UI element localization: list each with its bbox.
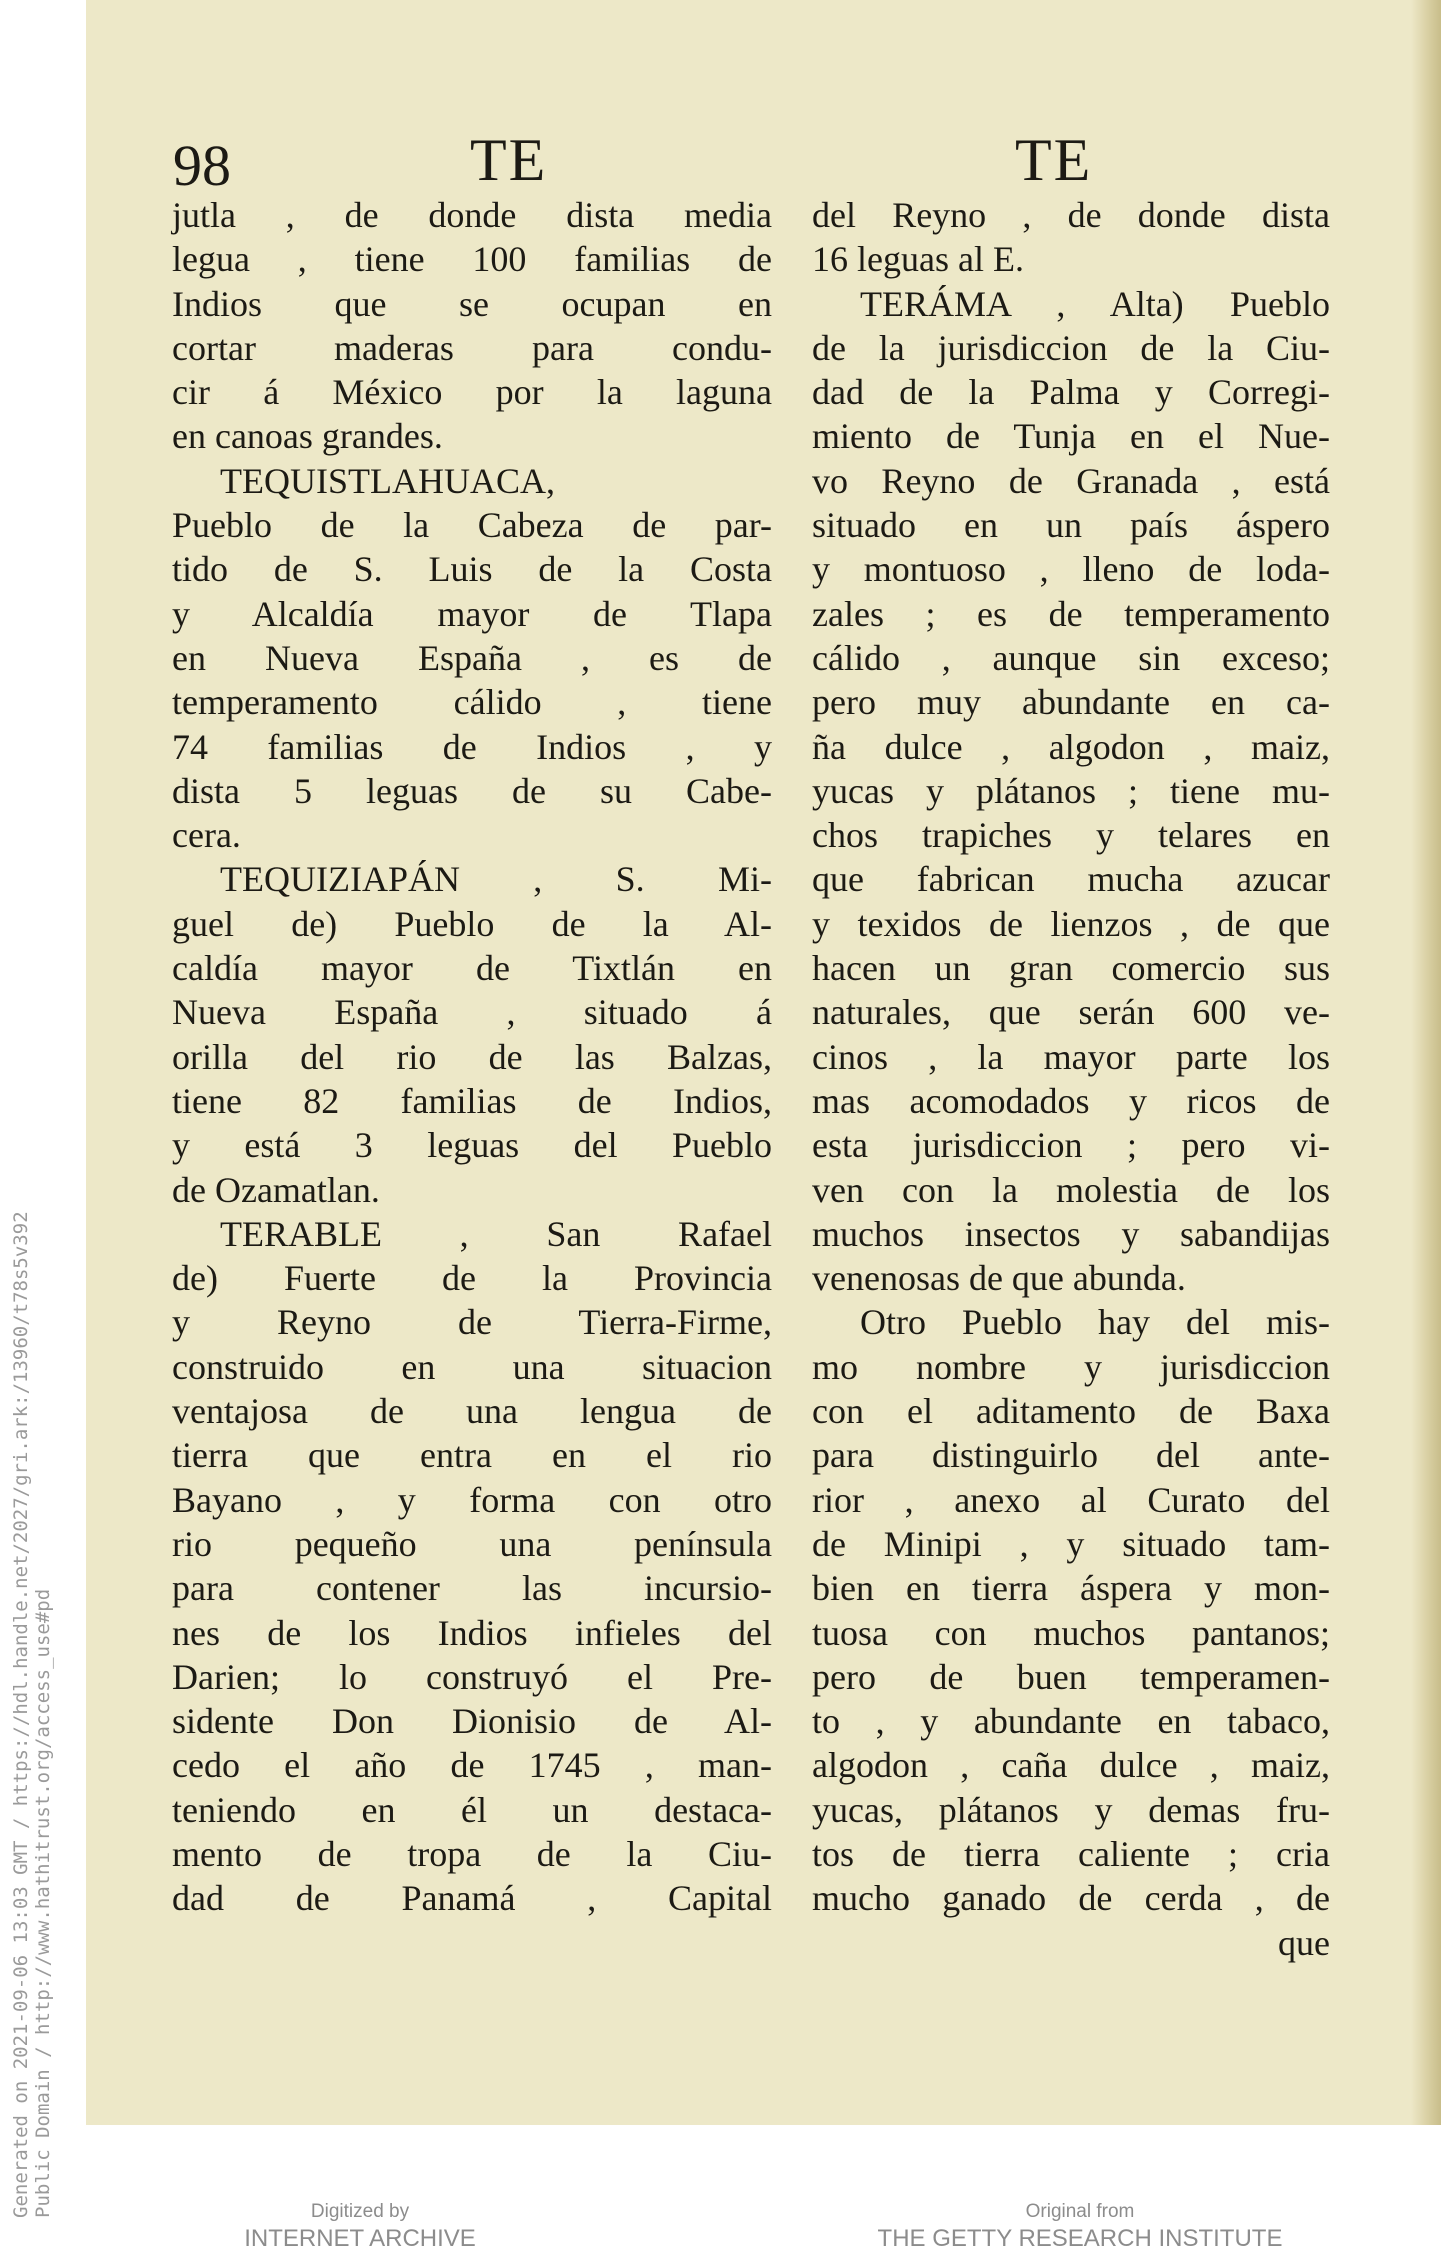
text-line: tierra que entra en el rio (172, 1435, 772, 1476)
text-line: y Alcaldía mayor de Tlapa (172, 593, 772, 634)
left-running-head: TE (470, 127, 548, 193)
stamp-generated-line: Generated on 2021-09-06 13:03 GMT / https://hdl.handle.net/2027/gri.ark:/13960/t78s5v392 (10, 1211, 32, 2218)
text-line: tido de S. Luis de la Costa (172, 549, 772, 590)
text-line: Bayano , y forma con otro (172, 1479, 772, 1520)
digitized-source: INTERNET ARCHIVE (244, 2225, 476, 2252)
text-line: y Reyno de Tierra-Firme, (172, 1302, 772, 1343)
text-line: rio pequeño una península (172, 1523, 772, 1564)
text-line: mento de tropa de la Ciu- (172, 1833, 772, 1874)
text-line: cera. (172, 815, 241, 856)
text-line: de Ozamatlan. (172, 1169, 380, 1210)
text-line: tiene 82 familias de Indios, (172, 1080, 772, 1121)
text-line: de la jurisdiccion de la Ciu- (812, 327, 1330, 368)
text-line: y está 3 leguas del Pueblo (172, 1125, 772, 1166)
text-line: hacen un gran comercio sus (812, 948, 1330, 989)
text-line: mas acomodados y ricos de (812, 1080, 1330, 1121)
original-from-credit (860, 2200, 1300, 2254)
text-line: dad de la Palma y Corregi- (812, 372, 1330, 413)
text-line: guel de) Pueblo de la Al- (172, 903, 772, 944)
text-line: esta jurisdiccion ; pero vi- (812, 1125, 1330, 1166)
text-line: zales ; es de temperamento (812, 593, 1330, 634)
text-line: ña dulce , algodon , maiz, (812, 726, 1330, 767)
text-line: orilla del rio de las Balzas, (172, 1036, 772, 1077)
paragraph-start: Otro Pueblo hay del mis- (860, 1302, 1330, 1343)
text-line: algodon , caña dulce , maiz, (812, 1745, 1330, 1786)
text-line: pero de buen temperamen- (812, 1656, 1330, 1697)
text-line: en Nueva España , es de (172, 637, 772, 678)
right-text-column (812, 193, 1330, 1965)
text-line: naturales, que serán 600 ve- (812, 992, 1330, 1033)
text-line: rior , anexo al Curato del (812, 1479, 1330, 1520)
text-line: ventajosa de una lengua de (172, 1391, 772, 1432)
right-running-head: TE (1015, 127, 1093, 193)
text-line: construido en una situacion (172, 1346, 772, 1387)
text-line: cinos , la mayor parte los (812, 1036, 1330, 1077)
text-line: yucas, plátanos y demas fru- (812, 1789, 1330, 1830)
text-line: caldía mayor de Tixtlán en (172, 948, 772, 989)
text-line: temperamento cálido , tiene (172, 682, 772, 723)
entry-headword: TEQUISTLAHUACA, (220, 460, 555, 501)
text-line: venenosas de que abunda. (812, 1258, 1186, 1299)
text-line: 16 leguas al E. (812, 239, 1024, 280)
page-number: 98 (173, 133, 231, 198)
entry-headword: TERABLE , San Rafael (220, 1213, 772, 1254)
text-line: nes de los Indios infieles del (172, 1612, 772, 1653)
text-line: de) Fuerte de la Provincia (172, 1258, 772, 1299)
text-line: sidente Don Dionisio de Al- (172, 1701, 772, 1742)
text-line: ven con la molestia de los (812, 1169, 1330, 1210)
text-line: dad de Panamá , Capital (172, 1878, 772, 1919)
left-text-column (172, 193, 772, 1921)
text-line: miento de Tunja en el Nue- (812, 416, 1330, 457)
text-line: de Minipi , y situado tam- (812, 1523, 1330, 1564)
text-line: Nueva España , situado á (172, 992, 772, 1033)
text-line: que fabrican mucha azucar (812, 859, 1330, 900)
text-line: bien en tierra áspera y mon- (812, 1568, 1330, 1609)
text-line: chos trapiches y telares en (812, 815, 1330, 856)
text-line: cálido , aunque sin exceso; (812, 637, 1330, 678)
text-line: tos de tierra caliente ; cria (812, 1833, 1330, 1874)
original-source: THE GETTY RESEARCH INSTITUTE (877, 2225, 1283, 2252)
text-line: yucas y plátanos ; tiene mu- (812, 770, 1330, 811)
digitized-label: Digitized by (310, 2201, 410, 2222)
text-line: dista 5 leguas de su Cabe- (172, 770, 772, 811)
text-line: jutla , de donde dista media (172, 195, 772, 235)
hathitrust-stamp (0, 0, 60, 2255)
entry-headword: TERÁMA , Alta) Pueblo (860, 283, 1330, 324)
text-line: to , y abundante en tabaco, (812, 1701, 1330, 1742)
catchword: que (1278, 1922, 1330, 1963)
text-line: del Reyno , de donde dista (812, 195, 1330, 235)
text-line: cortar maderas para condu- (172, 327, 772, 368)
text-line: Pueblo de la Cabeza de par- (172, 505, 772, 546)
text-line: con el aditamento de Baxa (812, 1391, 1330, 1432)
text-line: y montuoso , lleno de loda- (812, 549, 1330, 590)
text-line: teniendo en él un destaca- (172, 1789, 772, 1830)
text-line: pero muy abundante en ca- (812, 682, 1330, 723)
page-edge-shadow (1411, 0, 1441, 2125)
text-line: para contener las incursio- (172, 1568, 772, 1609)
text-line: vo Reyno de Granada , está (812, 460, 1330, 501)
text-line: legua , tiene 100 familias de (172, 239, 772, 280)
entry-headword: TEQUIZIAPÁN , S. Mi- (220, 859, 772, 900)
text-line: y texidos de lienzos , de que (812, 903, 1330, 944)
text-line: Darien; lo construyó el Pre- (172, 1656, 772, 1697)
text-line: muchos insectos y sabandijas (812, 1213, 1330, 1254)
text-line: mucho ganado de cerda , de (812, 1878, 1330, 1919)
text-line: situado en un país áspero (812, 505, 1330, 546)
text-line: cedo el año de 1745 , man- (172, 1745, 772, 1786)
text-line: cir á México por la laguna (172, 372, 772, 413)
digitized-by-credit (230, 2200, 490, 2254)
text-line: tuosa con muchos pantanos; (812, 1612, 1330, 1653)
text-line: mo nombre y jurisdiccion (812, 1346, 1330, 1387)
text-line: para distinguirlo del ante- (812, 1435, 1330, 1476)
text-line: en canoas grandes. (172, 416, 443, 457)
stamp-rights-line: Public Domain / http://www.hathitrust.org/access_use#pd (32, 1588, 54, 2218)
text-line: Indios que se ocupan en (172, 283, 772, 324)
text-line: 74 familias de Indios , y (172, 726, 772, 767)
original-label: Original from (1025, 2201, 1135, 2222)
